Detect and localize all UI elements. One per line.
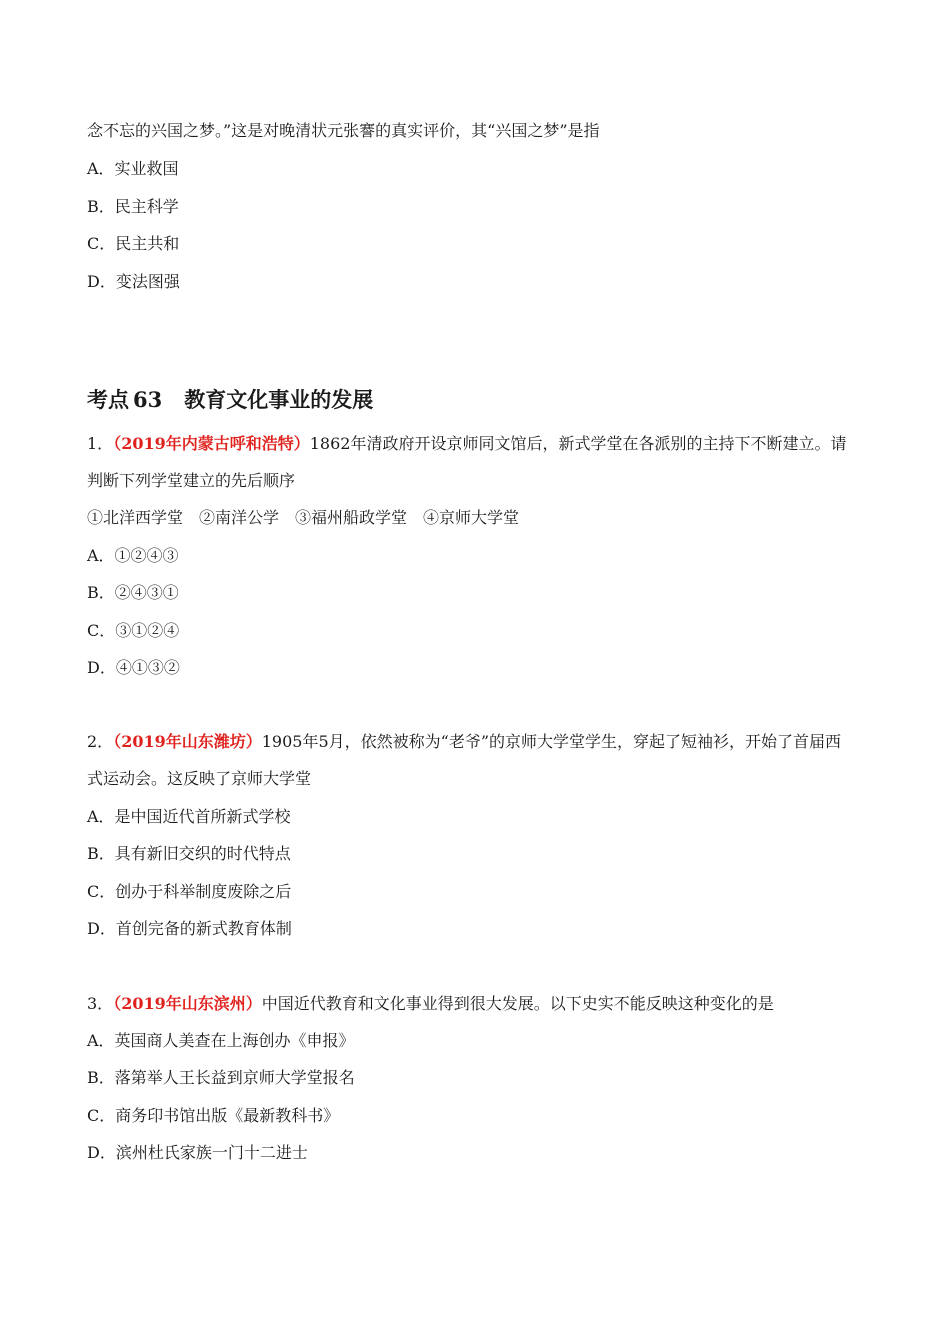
question-2-source: （2019年山东潍坊） — [113, 732, 262, 751]
intro-option-c: C．民主共和 — [87, 234, 180, 253]
question-3-stem — [87, 993, 774, 1015]
question-2-option-b: B．具有新旧交织的时代特点 — [87, 844, 291, 863]
question-1-option-c: C．③①②④ — [87, 621, 180, 640]
question-1-stem-line1: 1862年清政府开设京师同文馆后，新式学堂在各派别的主持下不断建立。请 — [309, 434, 847, 453]
question-3-option-a: A．英国商人美查在上海创办《申报》 — [87, 1031, 355, 1050]
section-number: 63 — [133, 387, 163, 412]
question-1-option-a: A．①②④③ — [87, 546, 179, 565]
question-1-source: （2019年内蒙古呼和浩特） — [113, 434, 310, 453]
question-1-option-b: B．②④③① — [87, 583, 179, 602]
question-3-option-c: C．商务印书馆出版《最新教科书》 — [87, 1106, 340, 1125]
question-3-number: 3． — [87, 994, 114, 1013]
question-2-stem-line2: 式运动会。这反映了京师大学堂 — [87, 769, 312, 788]
intro-stem: 念不忘的兴国之梦。”这是对晚清状元张謇的真实评价，其“兴国之梦”是指 — [87, 121, 600, 140]
question-3-stem-line1: 中国近代教育和文化事业得到很大发展。以下史实不能反映这种变化的是 — [261, 994, 774, 1013]
question-1-stem — [87, 433, 846, 455]
section-heading — [87, 386, 373, 414]
question-2-option-a: A．是中国近代首所新式学校 — [87, 807, 291, 826]
question-1-stem-line2: 判断下列学堂建立的先后顺序 — [87, 471, 296, 490]
question-3-option-d: D．滨州杜氏家族一门十二进士 — [87, 1143, 308, 1162]
question-1-option-d: D．④①③② — [87, 658, 180, 677]
question-1-number: 1． — [87, 434, 114, 453]
question-2-option-d: D．首创完备的新式教育体制 — [87, 919, 292, 938]
intro-option-a: A．实业救国 — [87, 159, 179, 178]
question-2-stem-line1: 1905年5月，依然被称为“老爷”的京师大学堂学生，穿起了短袖衫，开始了首届西 — [261, 732, 841, 751]
question-2-stem — [87, 731, 841, 753]
question-2-option-c: C．创办于科举制度废除之后 — [87, 882, 292, 901]
section-label: 考点 — [87, 387, 129, 412]
question-3-source: （2019年山东滨州） — [113, 994, 262, 1013]
intro-option-d: D．变法图强 — [87, 272, 180, 291]
question-3-option-b: B．落第举人王长益到京师大学堂报名 — [87, 1068, 355, 1087]
question-1-items: ①北洋西学堂 ②南洋公学 ③福州船政学堂 ④京师大学堂 — [87, 508, 520, 527]
question-2-number: 2． — [87, 732, 114, 751]
section-title: 教育文化事业的发展 — [184, 387, 374, 412]
intro-option-b: B．民主科学 — [87, 197, 179, 216]
